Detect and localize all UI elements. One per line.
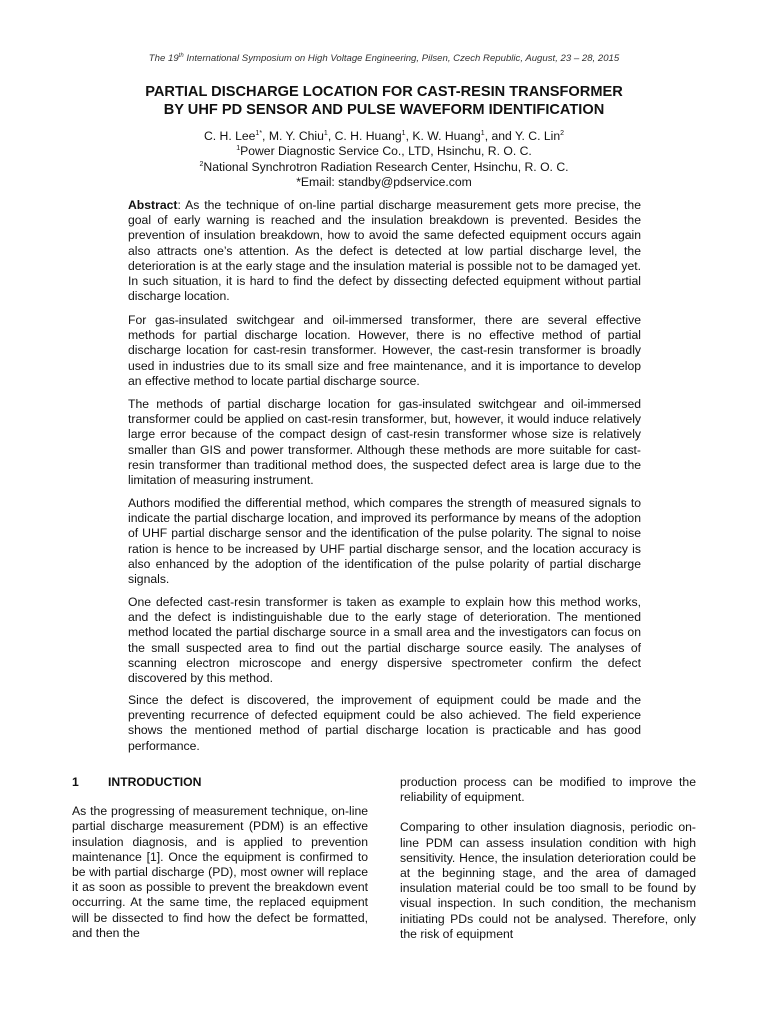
affiliation-sup: 2: [199, 160, 204, 168]
abstract-paragraph-4: Authors modified the differential method, which compares the strength of measured signals to indicate the partial discharge location, and improved its performance by means of the adoption of UHF partial discharge sensor and the identification of the pulse polarity. The signal to noise ration is hence to be increased by UHF partial discharge sensor, and the location accuracy is also enhanced by the adoption of the identification of the pulse polarity of partial discharge signals.: [128, 496, 641, 587]
affiliation-sup: 1: [236, 145, 241, 153]
author-sup: 1: [323, 130, 328, 137]
paper-title: [60, 83, 708, 119]
affiliation-2: [60, 160, 708, 175]
section-number: 1: [72, 775, 79, 789]
author-name: , C. H. Huang: [327, 129, 402, 143]
right-column: [400, 775, 696, 957]
author-name: , and Y. C. Lin: [484, 129, 561, 143]
header-text: The 19: [148, 53, 179, 65]
author-sup: 2: [560, 130, 565, 137]
affiliation-1: [60, 144, 708, 159]
title-line-1: PARTIAL DISCHARGE LOCATION FOR CAST-RESIN TRANSFORMER: [145, 84, 623, 100]
affiliation-text: National Synchrotron Radiation Research Center, Hsinchu, R. O. C.: [203, 159, 569, 174]
abstract-label: Abstract: [128, 198, 178, 212]
author-block: [60, 129, 708, 191]
affiliation-text: Power Diagnostic Service Co., LTD, Hsinchu, R. O. C.: [240, 144, 532, 159]
author-name: , M. Y. Chiu: [262, 129, 324, 143]
conference-header: [0, 53, 768, 64]
author-name: , K. W. Huang: [405, 129, 481, 143]
left-column: [72, 775, 368, 956]
intro-paragraph-2: production process can be modified to improve the reliability of equipment.: [400, 775, 696, 805]
intro-paragraph-3: Comparing to other insulation diagnosis, periodic on-line PDM can assess insulation condition with high sensitivity. Hence, the insulation deterioration could be at the beginning stage, and the area of damaged insulation material could be too small to be found by visual inspection. In such condition, the mechanism initiating PDs could not be analysed. Therefore, only the risk of equipment: [400, 820, 696, 941]
abstract-paragraph-5: One defected cast-resin transformer is taken as example to explain how this method works, and the defect is indistinguishable due to the early stage of deterioration. The mentioned method located the partial discharge source in a small area and the investigators can focus on the small suspected area to find out the partial discharge source easily. The analyses of scanning electron microscope and energy dispersive spectrometer confirm the defect discovered by this method.: [128, 595, 641, 686]
author-sup: 1: [401, 130, 406, 137]
email: *Email: standby@pdservice.com: [296, 175, 472, 190]
author-sup: 1*: [255, 130, 263, 137]
header-ordinal: th: [178, 53, 184, 59]
author-line: [60, 129, 708, 144]
title-line-2: BY UHF PD SENSOR AND PULSE WAVEFORM IDENTIFICATION: [163, 102, 605, 118]
abstract-paragraph-6: Since the defect is discovered, the improvement of equipment could be made and the preventing recurrence of defected equipment could be also achieved. The field experience shows the mentioned method of partial discharge location is practicable and has good performance.: [128, 693, 641, 753]
intro-paragraph-1: As the progressing of measurement technique, on-line partial discharge measurement (PDM) is an effective insulation diagnosis, and is applied to prevention maintenance [1]. Once the equipment is confirmed to be with partial discharge (PD), most owner will replace it as soon as possible to prevent the breakdown event occurring. At the same time, the replaced equipment will be dissected to find how the defect be formatted, and then the: [72, 804, 368, 940]
abstract-paragraph-2: For gas-insulated switchgear and oil-immersed transformer, there are several effective methods for partial discharge location. However, there is no effective method of partial discharge location for cast-resin transformer. However, the cast-resin transformer is broadly used in industries due to its small size and free maintenance, and it is importance to develop an effective method to locate partial discharge source.: [128, 313, 641, 388]
abstract-text: : As the technique of on-line partial discharge measurement gets more precise, the goal of early warning is reached and the insulation breakdown is prevented. Besides the prevention of insulation breakdown, how to avoid the same defected equipment occurs again also attracts one’s attention. As the defect is detected at low partial discharge level, the deterioration is at the early stage and the insulation material is possible not to be damaged yet. In such situation, it is hard to find the defect by dissecting defected equipment without partial discharge location.: [128, 198, 641, 304]
abstract-paragraph-1: [128, 198, 641, 304]
section-heading: [72, 775, 368, 790]
header-text-rest: International Symposium on High Voltage Engineering, Pilsen, Czech Republic, August, 23 – 28, 2015: [183, 53, 620, 65]
section-title: INTRODUCTION: [108, 775, 202, 789]
abstract-paragraph-3: The methods of partial discharge location for gas-insulated switchgear and oil-immersed transformer could be applied on cast-resin transformer, but, however, it would induce relatively large error because of the compact design of cast-resin transformer whose size is relatively smaller than GIS and power transformer. Although these methods are more suitable for cast-resin transformer than traditional method does, the suspected defect area is large due to the limitation of measuring instrument.: [128, 397, 641, 488]
author-name: C. H. Lee: [203, 129, 256, 143]
author-sup: 1: [480, 130, 485, 137]
